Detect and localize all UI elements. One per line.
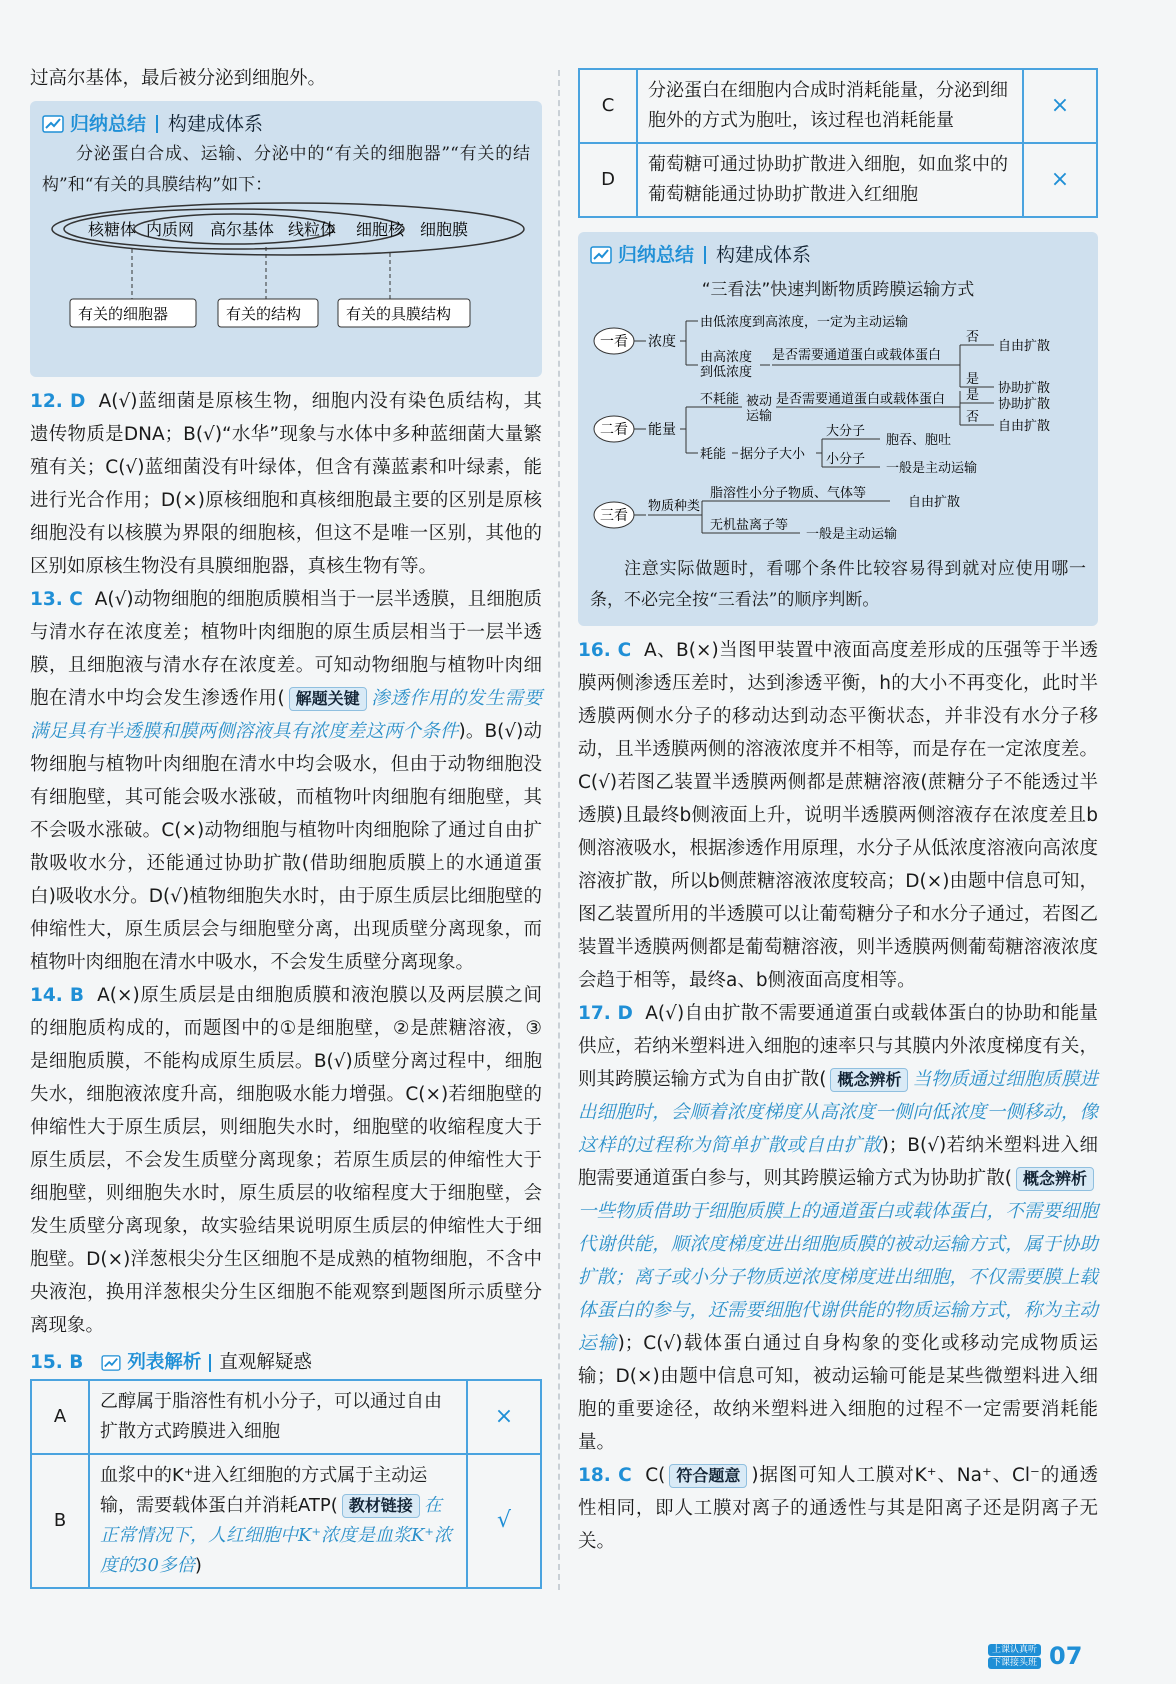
- kan3-label: 三看: [600, 508, 628, 524]
- active-transport-2: 一般是主动运输: [806, 527, 898, 542]
- tag-concept-1: 概念辨析: [830, 1068, 908, 1092]
- summary-box-1-text: 分泌蛋白合成、运输、分泌中的“有关的细胞器”“有关的结构”和“有关的具膜结构”如下：: [42, 144, 530, 195]
- organelle-mitochondria: 线粒体: [288, 220, 337, 239]
- title-separator: [156, 115, 158, 133]
- page-footer: [988, 1642, 1082, 1670]
- row-mark: √: [467, 1454, 541, 1588]
- trend-icon: [590, 246, 612, 264]
- box-title-main: 归纳总结: [618, 244, 695, 266]
- large-molecule: 大分子: [826, 424, 866, 439]
- assisted-diffusion-1: 协助扩散: [998, 381, 1051, 396]
- row-mark: ×: [1023, 69, 1097, 143]
- organelle-ribosome: 核糖体: [88, 220, 137, 239]
- organelle-golgi: 高尔基体: [210, 220, 275, 239]
- answer-13-text2: )。B(√)动物细胞与植物叶肉细胞在清水中均会吸水，但由于动物细胞没有细胞壁，其可能会吸水涨破，而植物叶肉细胞有细胞壁，其不会吸水涨破。C(×)动物细胞与植物叶肉细胞除了通过自由扩散吸收水分，还能通过协助扩散(借助细胞质膜上的水通道蛋白)吸收水分。D(√)植物细胞失水时，由于原生质层比细胞壁的伸缩性大，原生质层会与细胞壁分离，出现质壁分离现象，而植物叶肉细胞在清水中吸水，不会发生质壁分离现象。: [30, 721, 542, 973]
- answer-16: [578, 634, 1098, 997]
- answer-12-text: A(√)蓝细菌是原核生物，细胞内没有染色质结构，其遗传物质是DNA；B(√)“水华”现象与水体中多种蓝细菌大量繁殖有关；C(√)蓝细菌没有叶绿体，但含有藻蓝素和叶绿素，能进行光合作用；D(×)原核细胞和真核细胞最主要的区别是原核细胞没有以核膜为界限的细胞核，但这不是唯一区别，其他的区别如原核生物没有具膜细胞器，真核生物有等。: [30, 391, 543, 577]
- high-low-2: 到低浓度: [700, 365, 753, 380]
- tag-textbook-link: 教材链接: [342, 1494, 420, 1518]
- concentration-label: 浓度: [648, 334, 676, 350]
- answer-17-note1: 当物质通过细胞质膜进出细胞时，会顺着浓度梯度从高浓度一侧向低浓度一侧移动，像这样的过程称为简单扩散或自由扩散: [578, 1069, 1098, 1156]
- organelle-er: 内质网: [146, 220, 195, 239]
- row-text: 葡萄糖可通过协助扩散进入细胞，如血浆中的葡萄糖能通过协助扩散进入红细胞: [637, 143, 1023, 217]
- energy-label: 能量: [648, 422, 676, 438]
- lipid-soluble: 脂溶性小分子物质、气体等: [710, 486, 867, 501]
- need-channel-q2: 是否需要通道蛋白或载体蛋白: [776, 392, 946, 407]
- intro-line: 过高尔基体，最后被分泌到细胞外。: [30, 68, 327, 89]
- trend-icon: [42, 115, 64, 133]
- answer-17-text1: A(√)自由扩散不需要通道蛋白或载体蛋白的协助和能量供应，若纳米塑料进入细胞的速率只与其膜内外浓度梯度有关，则其跨膜运输方式为自由扩散(: [578, 1003, 1098, 1090]
- row-mark: ×: [467, 1380, 541, 1454]
- row-key: B: [31, 1454, 89, 1588]
- option-table-right: [578, 68, 1098, 218]
- right-column: [578, 68, 1098, 1558]
- answer-16-text: A、B(×)当图甲装置中液面高度差形成的压强等于半透膜两侧渗透压差时，达到渗透平衡，h的大小不再变化，此时半透膜两侧水分子的移动达到动态平衡状态，并非没有水分子移动，且半透膜两侧的溶液浓度并不相等，而是存在一定浓度差。C(√)若图乙装置半透膜两侧都是蔗糖溶液(蔗糖分子不能透过半透膜)且最终b侧液面上升，说明半透膜两侧溶液存在浓度差且b侧溶液吸水，根据渗透作用原理，水分子从低浓度溶液向高浓度溶液扩散，所以b侧蔗糖溶液浓度较高；D(×)由题中信息可知，图乙装置所用的半透膜可以让葡萄糖分子和水分子通过，若图乙装置半透膜两侧都是葡萄糖溶液，则半透膜两侧葡萄糖溶液浓度会趋于相等，最终a、b侧液面高度相等。: [578, 640, 1098, 991]
- answer-18-num: 18. C: [578, 1465, 632, 1486]
- title-separator: [209, 1354, 211, 1372]
- row-key: C: [579, 69, 637, 143]
- summary-box-2: [578, 232, 1098, 626]
- row-key: D: [579, 143, 637, 217]
- yes-label-1: 是: [966, 372, 980, 387]
- high-low-1: 由高浓度: [700, 350, 753, 365]
- box-title-sub: 构建成体系: [168, 113, 264, 135]
- diagram-title: “三看法”快速判断物质跨膜运输方式: [701, 280, 975, 300]
- label-organelles: 有关的细胞器: [78, 305, 169, 323]
- box-title-main: 归纳总结: [70, 113, 147, 135]
- answer-15-num: 15. B: [30, 1352, 84, 1373]
- active-transport-1: 一般是主动运输: [886, 461, 978, 476]
- footer-label-1: 上课认真听: [988, 1644, 1041, 1656]
- answer-18-text1: C(: [645, 1465, 666, 1486]
- summary-box-2-title: [590, 240, 1086, 270]
- row-text-b: [89, 1454, 467, 1588]
- three-look-diagram: [590, 307, 1086, 543]
- free-diffusion-1: 自由扩散: [998, 339, 1051, 354]
- by-molecule-size: 据分子大小: [740, 447, 806, 462]
- row-b-text: 血浆中的K⁺进入红细胞的方式属于主动运输，需要载体蛋白并消耗ATP(: [100, 1465, 428, 1516]
- answer-14: [30, 979, 542, 1342]
- answer-18-text2: )据图可知人工膜对K⁺、Na⁺、Cl⁻的通透性相同，即人工膜对离子的通透性与其是阳离子还是阴离子无关。: [578, 1465, 1098, 1552]
- summary-box-1: [30, 101, 542, 377]
- page-number: 07: [1049, 1642, 1083, 1670]
- answer-17-note2: 一些物质借助于细胞质膜上的通道蛋白或载体蛋白，不需要细胞代谢供能，顺浓度梯度进出细胞质膜的被动运输方式，属于协助扩散；离子或小分子物质逆浓度梯度进出细胞，不仅需要膜上载体蛋白的参与，还需要细胞代谢供能的物质运输方式，称为主动运输: [578, 1201, 1098, 1354]
- answer-14-text: A(×)原生质层是由细胞质膜和液泡膜以及两层膜之间的细胞质构成的，而题图中的①是细胞壁，②是蔗糖溶液，③是细胞质膜，不能构成原生质层。B(√)质壁分离过程中，细胞失水，细胞液浓度升高，细胞吸水能力增强。C(×)若细胞壁的伸缩性大于原生质层，则细胞失水时，细胞壁的收缩程度大于原生质层，不会发生质壁分离现象；若原生质层的伸缩性大于细胞壁，则细胞失水时，原生质层的收缩程度大于细胞壁，会发生质壁分离现象，故实验结果说明原生质层的伸缩性大于细胞壁。D(×)洋葱根尖分生区细胞不是成熟的植物细胞，不含中央液泡，换用洋葱根尖分生区细胞不能观察到题图所示质壁分离现象。: [30, 985, 543, 1336]
- summary-box-2-note: 注意实际做题时，看哪个条件比较容易得到就对应使用哪一条，不必完全按“三看法”的顺序判断。: [590, 559, 1086, 610]
- low-to-high: 由低浓度到高浓度，一定为主动运输: [700, 315, 909, 330]
- answer-17-text2: )；B(√)若纳米塑料进入细胞需要通道蛋白参与，则其跨膜运输方式为协助扩散(: [578, 1135, 1098, 1189]
- consumes-energy: 耗能: [700, 447, 727, 462]
- row-b-end: ): [194, 1555, 202, 1576]
- kan2-label: 二看: [600, 422, 628, 438]
- left-column: [30, 62, 542, 1589]
- tag-fits-question: 符合题意: [669, 1464, 747, 1488]
- row-mark: ×: [1023, 143, 1097, 217]
- row-text: 乙醇属于脂溶性有机小分子，可以通过自由扩散方式跨膜进入细胞: [89, 1380, 467, 1454]
- assisted-diffusion-2: 协助扩散: [998, 397, 1051, 412]
- answer-13: [30, 583, 542, 979]
- option-table-left: [30, 1379, 542, 1589]
- free-diffusion-2: 自由扩散: [998, 419, 1051, 434]
- table-row: [31, 1380, 541, 1454]
- list-analysis-sub: 直观解疑惑: [219, 1352, 312, 1373]
- no-energy: 不耗能: [700, 392, 740, 407]
- endo-exocytosis: 胞吞、胞吐: [886, 433, 952, 448]
- table-row: [579, 143, 1097, 217]
- answer-18: [578, 1459, 1098, 1558]
- organelle-nucleus: 细胞核: [356, 220, 405, 239]
- summary-box-1-title: [42, 109, 530, 139]
- need-channel-q1: 是否需要通道蛋白或载体蛋白: [772, 348, 942, 363]
- label-structures: 有关的结构: [226, 305, 302, 323]
- table-row: [31, 1454, 541, 1588]
- answer-13-note: 渗透作用的发生需要满足具有半透膜和膜两侧溶液具有浓度差这两个条件: [30, 688, 542, 742]
- answer-12: [30, 385, 542, 583]
- kan1-label: 一看: [600, 334, 628, 350]
- row-key: A: [31, 1380, 89, 1454]
- column-divider: [558, 70, 560, 1590]
- passive-2: 运输: [746, 409, 773, 424]
- no-label-1: 否: [966, 330, 980, 345]
- answer-12-num: 12. D: [30, 391, 86, 412]
- small-molecule: 小分子: [826, 452, 866, 467]
- tag-key-point: 解题关键: [289, 687, 367, 711]
- answer-16-num: 16. C: [578, 640, 632, 661]
- answer-14-num: 14. B: [30, 985, 84, 1006]
- trend-icon: [101, 1355, 121, 1371]
- row-text: 分泌蛋白在细胞内合成时消耗能量，分泌到细胞外的方式为胞吐，该过程也消耗能量: [637, 69, 1023, 143]
- passive-1: 被动: [746, 394, 773, 409]
- list-analysis-title: 列表解析: [127, 1352, 202, 1373]
- inorganic-ions: 无机盐离子等: [710, 518, 789, 533]
- organelle-diagram: [42, 201, 530, 341]
- table-row: [579, 69, 1097, 143]
- answer-17-text3: )；C(√)载体蛋白通过自身构象的变化或移动完成物质运输；D(×)由题中信息可知，被动运输可能是某些微塑料进入细胞的重要途径，故纳米塑料进入细胞的过程不一定需要消耗能量。: [578, 1333, 1098, 1453]
- answer-17: [578, 997, 1098, 1459]
- footer-label: [988, 1644, 1041, 1669]
- organelle-membrane: 细胞膜: [420, 220, 469, 239]
- title-separator: [704, 246, 706, 264]
- yes-label-2: 是: [966, 388, 980, 403]
- no-label-2: 否: [966, 410, 980, 425]
- box-title-sub: 构建成体系: [716, 244, 812, 266]
- answer-15-head: [30, 1346, 542, 1379]
- answer-13-text1: A(√)动物细胞的细胞质膜相当于一层半透膜，且细胞质与清水存在浓度差；植物叶肉细胞的原生质层相当于一层半透膜，且细胞液与清水存在浓度差。可知动物细胞与植物叶肉细胞在清水中均会发生渗透作用(: [30, 589, 542, 709]
- substance-type: 物质种类: [648, 499, 701, 514]
- answer-13-num: 13. C: [30, 589, 83, 610]
- answer-17-num: 17. D: [578, 1003, 633, 1024]
- tag-concept-2: 概念辨析: [1016, 1167, 1094, 1191]
- row-b-note: 在正常情况下，人红细胞中K⁺浓度是血浆K⁺浓度的30多倍: [100, 1495, 452, 1576]
- label-membrane-structures: 有关的具膜结构: [346, 305, 452, 323]
- footer-label-2: 下课接头班: [988, 1657, 1041, 1669]
- free-diffusion-3: 自由扩散: [908, 495, 961, 510]
